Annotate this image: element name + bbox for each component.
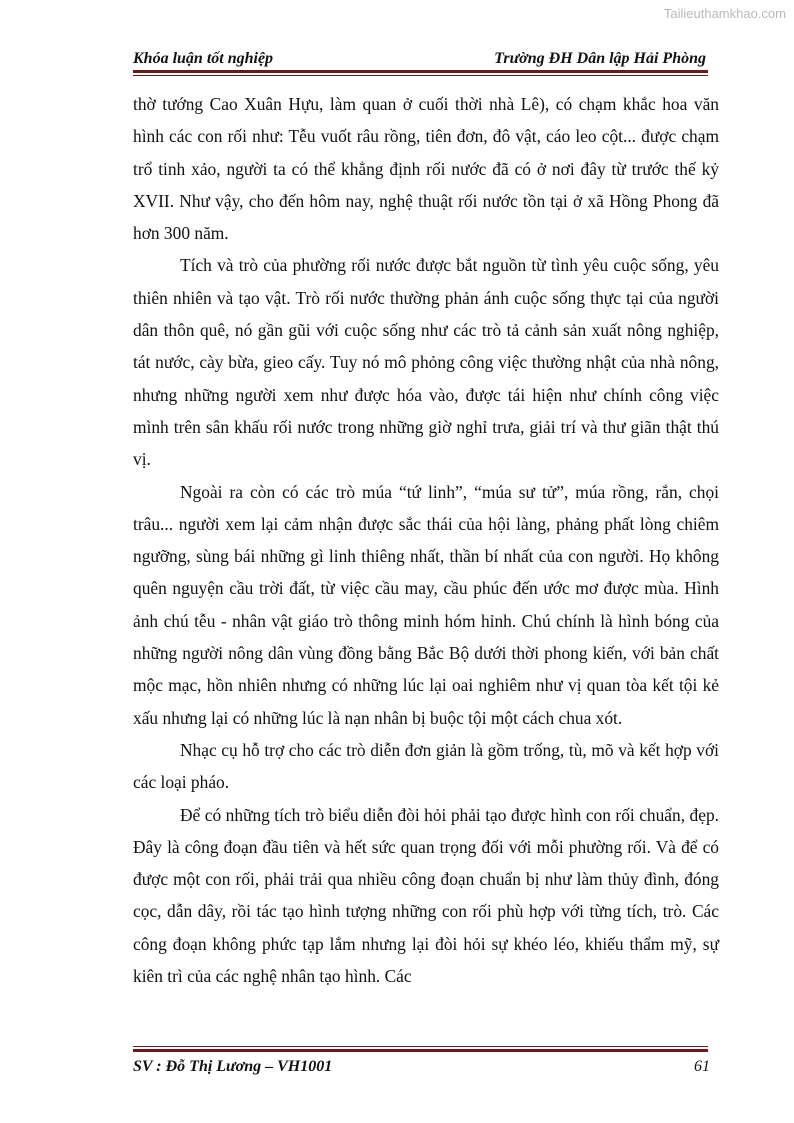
page-number: 61 [694, 1058, 710, 1075]
paragraph-5: Để có những tích trò biểu diễn đòi hỏi phải tạo được hình con rối chuẩn, đẹp. Đây là công đoạn đầu tiên và hết sức quan trọng đối với mỗi phường rối. Và để có được một con rối, phải trải qua nhiều công đoạn chuẩn bị như làm thủy đình, đóng cọc, dẫn dây, rồi tác tạo hình tượng những con rối phù hợp với từng tích, trò. Các công đoạn không phức tạp lắm nhưng lại đòi hỏi sự khéo léo, khiếu thẩm mỹ, sự kiên trì của các nghệ nhân tạo hình. Các [133, 804, 719, 987]
paragraph-1: thờ tướng Cao Xuân Hựu, làm quan ở cuối thời nhà Lê), có chạm khắc hoa văn hình các con rối như: Tễu vuốt râu rồng, tiên đơn, đô vật, cáo leo cột... được chạm trổ tinh xảo, người ta có thể khẳng định rối nước đã có ở nơi đây từ trước thế kỷ XVII. Như vậy, cho đến hôm nay, nghệ thuật rối nước tồn tại ở xã Hồng Phong đã hơn 300 năm. [133, 94, 719, 244]
header-university: Trường ĐH Dân lập Hải Phòng [494, 50, 706, 67]
paragraph-2: Tích và trò của phường rối nước được bắt nguồn từ tình yêu cuộc sống, yêu thiên nhiên và tạo vật. Trò rối nước thường phản ánh cuộc sống thực tại của người dân thôn quê, nó gần gũi với cuộc sống như các trò tả cảnh sản xuất nông nghiệp, tát nước, cày bừa, gieo cấy. Tuy nó mô phỏng công việc thường nhật của nhà nông, nhưng những người xem như được hóa vào, được tái hiện như chính công việc mình trên sân khấu rối nước trong những giờ nghỉ trưa, giải trí và thư giãn thật thú vị. [133, 255, 719, 470]
footer-author: SV : Đỗ Thị Lương – VH1001 [133, 1058, 333, 1075]
page-header [133, 48, 706, 70]
header-rule [133, 70, 708, 76]
paragraph-4: Nhạc cụ hỗ trợ cho các trò diễn đơn giản là gồm trống, tù, mõ và kết hợp với các loại pháo. [133, 739, 719, 793]
paragraph-3: Ngoài ra còn có các trò múa “tứ linh”, “múa sư tử”, múa rồng, rắn, chọi trâu... người xem lại cảm nhận được sắc thái của hội làng, phảng phất lòng chiêm ngưỡng, sùng bái những gì linh thiêng nhất, thần bí nhất của con người. Họ không quên nguyện cầu trời đất, từ việc cầu may, cầu phúc đến ước mơ được mùa. Hình ảnh chú tễu - nhân vật giáo trò thông minh hóm hỉnh. Chú chính là hình bóng của những người nông dân vùng đồng bằng Bắc Bộ dưới thời phong kiến, với bản chất mộc mạc, hồn nhiên nhưng có những lúc lại oai nghiêm như vị quan tòa kết tội kẻ xấu nhưng lại có những lúc là nạn nhân bị buộc tội một cách chua xót. [133, 481, 719, 728]
header-thesis-title: Khóa luận tốt nghiệp [133, 50, 274, 67]
footer-rule [133, 1046, 708, 1052]
page-body [133, 88, 719, 992]
watermark: Tailieuthamkhao.com [663, 6, 786, 21]
page-footer [133, 1056, 710, 1078]
